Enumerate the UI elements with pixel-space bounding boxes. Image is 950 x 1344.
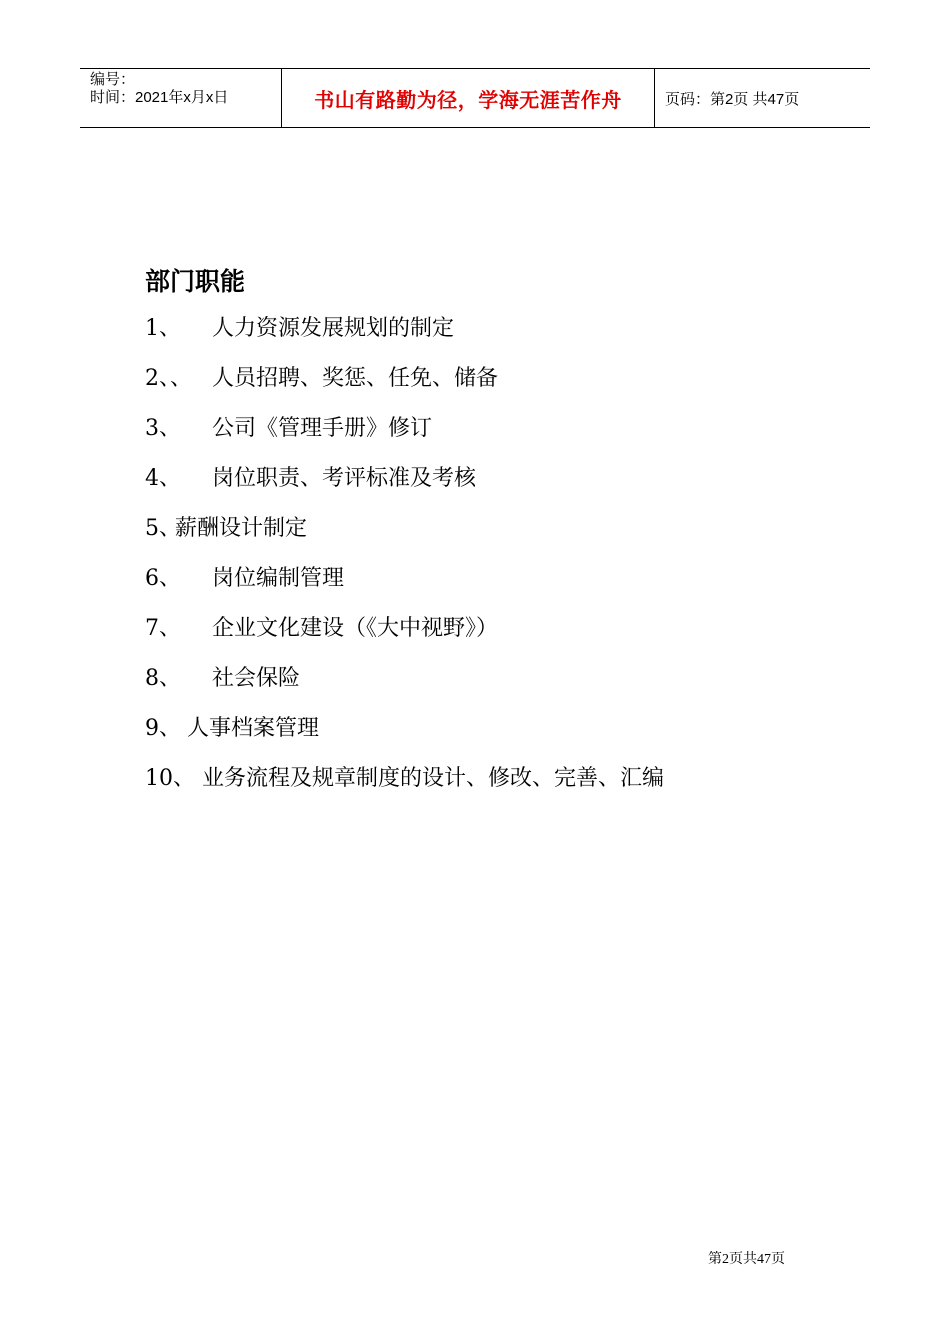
list-item [145, 465, 477, 493]
list-item [145, 515, 308, 543]
list-item [145, 415, 433, 443]
item-text: 岗位职责、考评标准及考核 [212, 466, 477, 491]
item-text: 人员招聘、奖惩、任免、储备 [212, 366, 499, 391]
item-text: 企业文化建设（《大中视野》） [212, 616, 499, 641]
item-number: 6、 [145, 566, 181, 591]
item-number: 8、 [145, 666, 181, 691]
item-text: 公司《管理手册》修订 [212, 416, 433, 441]
item-number: 2、、 [145, 366, 192, 391]
item-text: 人事档案管理 [187, 716, 320, 741]
item-number: 9、 [145, 716, 181, 741]
item-number: 7、 [145, 616, 181, 641]
list-item [145, 615, 499, 643]
section-title: 部门职能 [145, 267, 246, 296]
list-item [145, 365, 499, 393]
header-motto: 书山有路勤为径，学海无涯苦作舟 [282, 69, 655, 127]
number-label: 编号： [90, 71, 136, 88]
item-text: 薪酬设计制定 [175, 516, 308, 541]
item-text: 人力资源发展规划的制定 [212, 316, 455, 341]
item-number: 1、 [145, 316, 181, 341]
date-label: 时间：2021年x月x日 [90, 89, 229, 106]
list-item [145, 765, 665, 793]
item-number: 4、 [145, 466, 181, 491]
header-page-label: 页码：第2页 共47页 [665, 90, 800, 108]
item-text: 业务流程及规章制度的设计、修改、完善、汇编 [202, 766, 665, 791]
list-item [145, 715, 320, 743]
item-number: 3、 [145, 416, 181, 441]
list-item [145, 315, 455, 343]
list-item [145, 565, 345, 593]
page-footer: 第2页共47页 [708, 1252, 785, 1267]
item-number: 5、 [145, 516, 181, 541]
list-item [145, 665, 301, 693]
item-number: 10、 [145, 766, 195, 791]
page-header [80, 68, 870, 128]
item-text: 社会保险 [212, 666, 301, 691]
header-info-cell [80, 69, 282, 127]
item-text: 岗位编制管理 [212, 566, 345, 591]
